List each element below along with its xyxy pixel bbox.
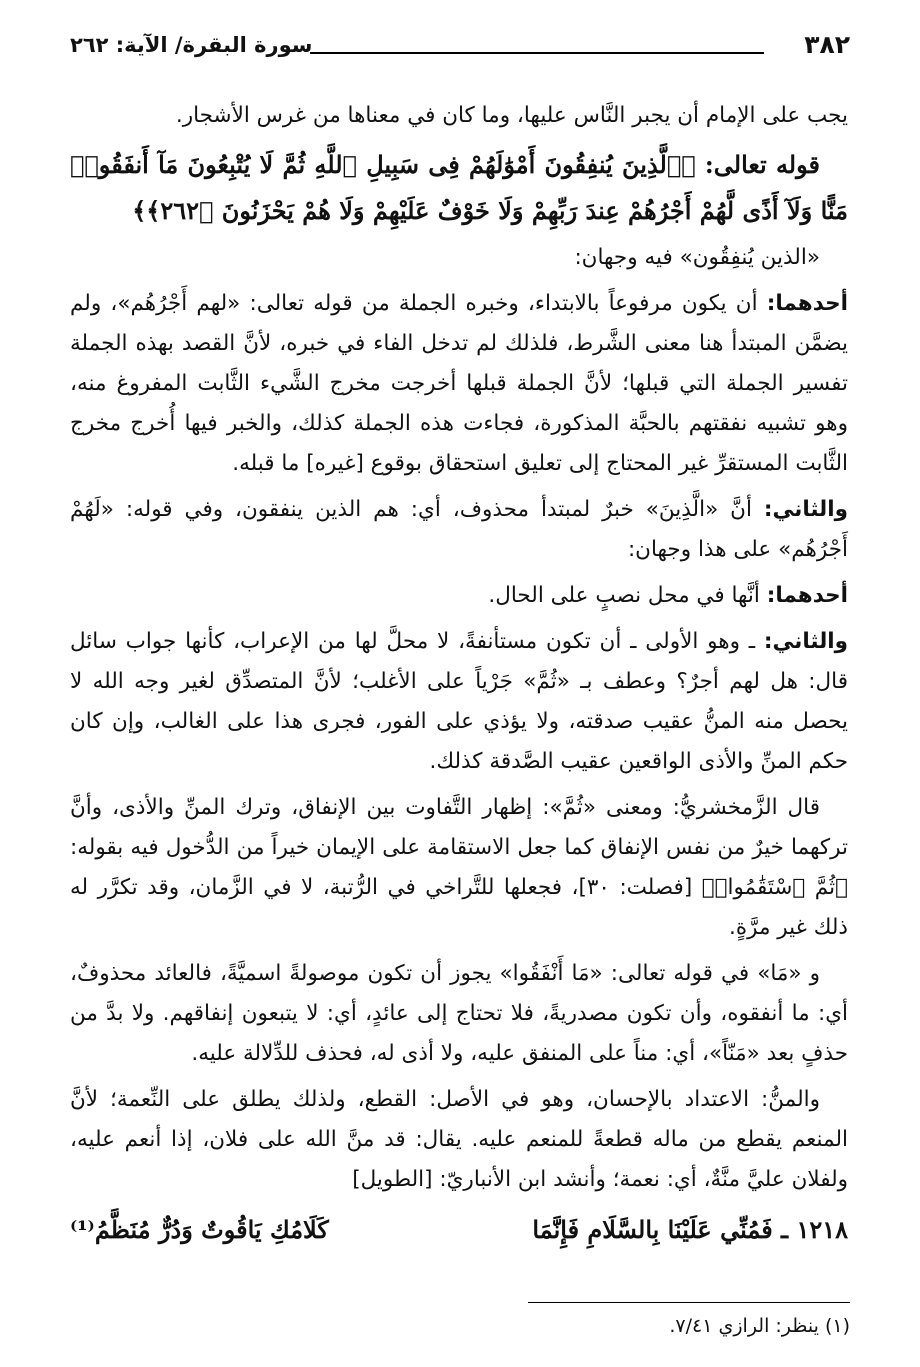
verse-first-hemistich: ١٢١٨ ـ فَمُنِّي عَلَيْنَا بِالسَّلَامِ فَإِنَّمَا xyxy=(532,1215,848,1244)
paragraph xyxy=(70,576,848,616)
page-header xyxy=(70,28,850,64)
paragraph-text: أنَّ «الَّذِينَ» خبرٌ لمبتدأ محذوف، أي: هم الذين ينفقون، وفي قوله: «لَهُمْ أَجْرُهُم» على هذا وجهان: xyxy=(70,497,848,562)
footnote-separator xyxy=(528,1302,850,1303)
page-body xyxy=(70,96,848,1254)
paragraph-text: والمنُّ: الاعتداد بالإحسان، وهو في الأصل: القطع، ولذلك يطلق على النِّعمة؛ لأنَّ المنعم يقطع من ماله قطعةً للمنعم عليه. يقال: قد منَّ الله على فلان، إذا أنعم عليه، ولفلان عليَّ منَّةٌ، أي: نعمة؛ وأنشد ابن الأنباريّ: [الطويل] xyxy=(70,1087,848,1192)
paragraph-lead: أحدهما: xyxy=(766,291,848,316)
paragraph xyxy=(70,238,848,278)
paragraph xyxy=(70,622,848,782)
surah-reference: سورة البقرة/ الآية: ٢٦٢ xyxy=(70,33,313,57)
paragraph-text: ـ وهو الأولى ـ أن تكون مستأنفةً، لا محلَّ لها من الإعراب، كأنها جواب سائل قال: هل لهم أجرٌ؟ وعطف بـ «ثُمَّ» جَرْياً على الأغلب؛ لأنَّ المتصدِّق لغير وجه الله لا يحصل منه المنُّ عقيب صدقته، ولا يؤذي على الفور، فجرى هذا على الغالب، وإن كان حكم المنِّ والأذى الواقعين عقيب الصَّدقة كذلك. xyxy=(70,629,848,774)
page-number: ٣٨٢ xyxy=(804,30,850,59)
paragraph-text: قوله تعالى: ﴿ٱلَّذِينَ يُنفِقُونَ أَمْوَٰلَهُمْ فِى سَبِيلِ ٱللَّهِ ثُمَّ لَا يُتْبِعُونَ مَآ أَنفَقُوا۟ مَنًّا وَلَآ أَذًى لَّهُمْ أَجْرُهُمْ عِندَ رَبِّهِمْ وَلَا خَوْفٌ عَلَيْهِمْ وَلَا هُمْ يَحْزَنُونَ ﴿٢٦٢﴾﴾ xyxy=(70,150,848,225)
verse-second-hemistich: كَلَامُكِ يَاقُوتٌ وَدُرٌّ مُنَظَّمُ⁽¹⁾ xyxy=(70,1215,329,1244)
poetry-verse xyxy=(70,1206,848,1254)
paragraph xyxy=(70,788,848,948)
paragraph-text: قال الزَّمخشريُّ: ومعنى «ثُمَّ»: إظهار التَّفاوت بين الإنفاق، وترك المنِّ والأذى، وأنَّ تركهما خيرٌ من نفس الإنفاق كما جعل الاستقامة على الإيمان خيراً من الدُّخول فيه بقوله: ﴿ثُمَّ ٱسْتَقَٰمُوا۟﴾ [فصلت: ٣٠]، فجعلها للتَّراخي في الرُّتبة، لا في الزَّمان، وقد تكرَّر له ذلك غير مرَّةٍ. xyxy=(70,795,848,940)
paragraph-text: «الذين يُنفِقُون» فيه وجهان: xyxy=(574,245,820,270)
paragraph-lead: أحدهما: xyxy=(766,583,848,608)
paragraph-text: و «مَا» في قوله تعالى: «مَا أَنْفَقُوا» يجوز أن تكون موصولةً اسميَّةً، فالعائد محذوفٌ، أي: ما أنفقوه، وأن تكون مصدريةً، فلا تحتاج إلى عائدٍ، أي: لا يتبعون إنفاقهم. ولا بدَّ من حذفٍ بعد «مَنّاً»، أي: مناً على المنفق عليه، ولا أذى له، فحذف للدِّلالة عليه. xyxy=(70,961,848,1066)
paragraph xyxy=(70,96,848,136)
paragraph xyxy=(70,1080,848,1200)
paragraph-text: أن يكون مرفوعاً بالابتداء، وخبره الجملة من قوله تعالى: «لهم أَجْرُهُم»، ولم يضمَّن المبتدأ هنا معنى الشَّرط، فلذلك لم تدخل الفاء في خبره، لأنَّ القصد بهذه الجملة تفسير الجملة التي قبلها؛ لأنَّ الجملة قبلها أخرجت مخرج الشَّيء الثَّابت المفروغ منه، وهو تشبيه نفقتهم بالحبَّة المذكورة، فجاءت هذه الجملة كذلك، والخبر فيها أُخرج مخرج الثَّابت المستقرِّ غير المحتاج إلى تعليق استحقاق بوقوع [غيره] ما قبله. xyxy=(70,291,848,476)
paragraph-lead: والثاني: xyxy=(763,629,849,654)
header-rule xyxy=(310,52,764,54)
paragraph-text: أنَّها في محل نصبٍ على الحال. xyxy=(488,583,760,608)
paragraph-text: يجب على الإمام أن يجبر النَّاس عليها، وما كان في معناها من غرس الأشجار. xyxy=(175,103,848,128)
paragraph xyxy=(70,490,848,570)
footnote: (١) ينظر: الرازي ٧/٤١. xyxy=(669,1315,850,1337)
paragraph-lead: والثاني: xyxy=(763,497,848,522)
quran-verse-paragraph xyxy=(70,142,848,234)
paragraph xyxy=(70,954,848,1074)
paragraph xyxy=(70,284,848,484)
